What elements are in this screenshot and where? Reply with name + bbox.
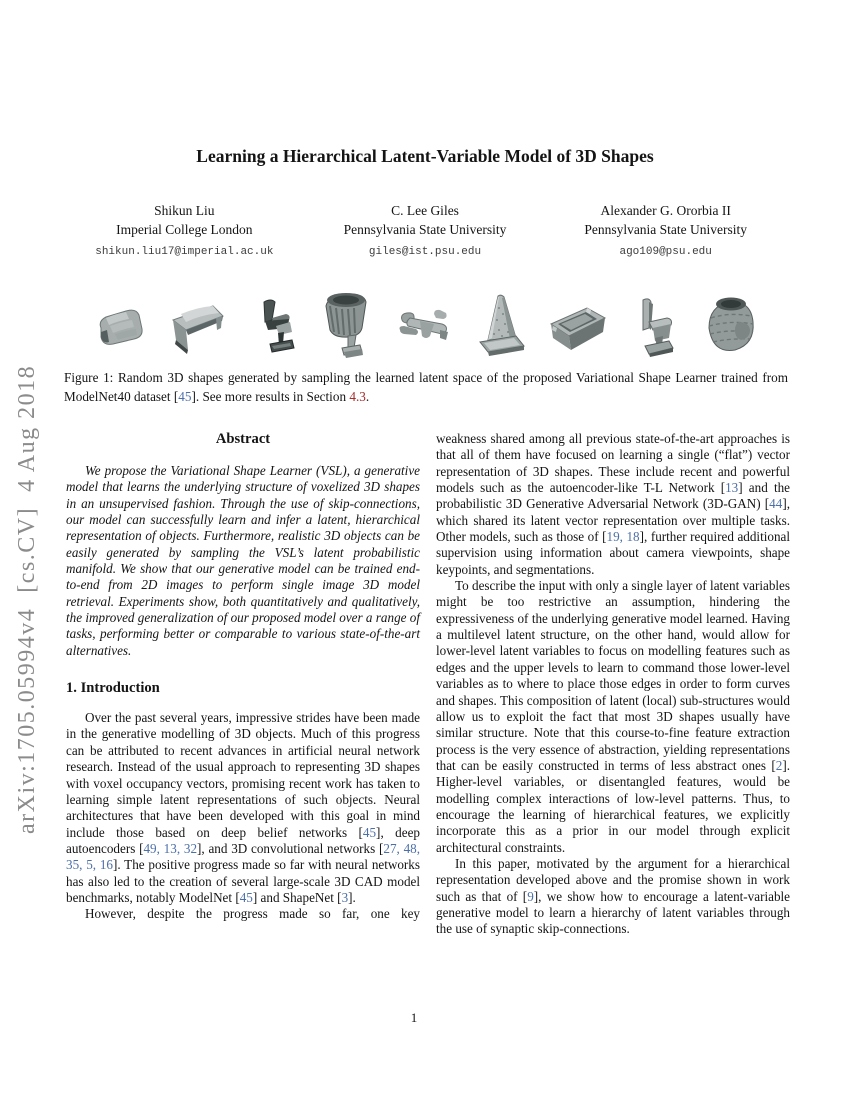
citation-link[interactable]: 13 — [725, 480, 739, 496]
left-column — [66, 431, 420, 923]
shape-thumbnail-table — [161, 288, 231, 364]
abstract-heading: Abstract — [215, 431, 271, 447]
chair-3d-render-icon — [619, 288, 689, 364]
author-name: Shikun Liu — [154, 203, 215, 218]
citation-link[interactable]: 45 — [178, 388, 192, 404]
citation-link[interactable]: 3 — [341, 889, 349, 905]
shape-thumbnail-airplane — [390, 288, 460, 364]
goblet-3d-render-icon — [314, 288, 384, 364]
paper-title: Learning a Hierarchical Latent-Variable Model of 3D Shapes — [196, 146, 654, 166]
page-number: 1 — [410, 1010, 418, 1025]
introduction-paragraph-2: However, despite the progress made so far, one key — [85, 906, 420, 922]
citation-link[interactable]: 19, 18 — [606, 529, 640, 545]
citation-link[interactable]: 2 — [775, 757, 783, 773]
shape-thumbnail-sofa — [85, 288, 155, 364]
introduction-heading: 1. Introduction — [66, 680, 160, 697]
shape-thumbnail-bathtub — [543, 288, 613, 364]
figure-1-caption: Figure 1: Random 3D shapes generated by sampling the learned latent space of the proposed Variational Shape Learner trained from ModelNet40 dataset [45]. See more results in Section 4.3. — [64, 370, 788, 404]
citation-link[interactable]: 9 — [527, 888, 534, 904]
right-column-paragraph-1: weakness shared among all previous state-of-the-art approaches is that all of them have focused on learning a single (“flat”) vector representation of 3D shapes. These include recent and powerful models such as the autoencoder-like T-L Network [13] and the probabilistic 3D Generative Adversarial Network (3D-GAN) [44], which shared its latent vector representation over multiple tasks. Other models, such as those of [19, 18], further required additional supervision using information about camera viewpoints, shape keypoints, and segmentations. — [436, 431, 790, 577]
shape-thumbnail-cone — [466, 288, 536, 364]
vase-3d-render-icon — [695, 288, 765, 364]
right-column-paragraph-2: To describe the input with only a single layer of latent variables might be too restrictive an assumption, hindering the expressiveness of the underlying generative model learned. Having a multilevel latent structure, on the other hand, would allow for lower-level latent variables to focus on modelling features such as edges and the upper levels to learn to command those lower-level variables as to where to place those edges in order to form curves and shapes. This composition of latent (local) sub-structures would allow us to exploit the fact that most 3D shapes usually have similar structure. Note that this course-to-fine feature extraction process is the very essence of abstraction, yielding representations that can be easily constructed in terms of less abstract ones [2]. Higher-level variables, or disentangled features, would be modelling complex interactions of low-level patterns. Thus, to encourage the learning of hierarchical features, we explicitly incorporate this as a prior in our model through explicit architectural constraints. — [436, 578, 790, 855]
table-3d-render-icon — [161, 288, 231, 364]
author-name: Alexander G. Ororbia II — [600, 203, 731, 218]
author-block — [64, 201, 786, 258]
author-email[interactable]: giles@ist.psu.edu — [368, 246, 482, 258]
citation-link[interactable]: 49, 13, 32 — [143, 840, 198, 856]
abstract-paragraph: We propose the Variational Shape Learner (VSL), a generative model that learns the underlying structure of voxelized 3D shapes in an unsupervised fashion. Through the use of skip-connections, our model can successfully learn and infer a latent, hierarchical representation of objects. Furthermore, realistic 3D objects can be easily generated by sampling the VSL’s latent probabilistic manifold. We show that our generative model can be trained end-to-end from 2D images to perform single image 3D model retrieval. Experiments show, both quantitatively and qualitatively, the improved generalization of our proposed model over a range of tasks, performing better or comparable to various state-of-the-art alternatives. — [66, 463, 420, 658]
citation-link[interactable]: 45 — [362, 824, 377, 840]
airplane-3d-render-icon — [390, 288, 460, 364]
cone-3d-render-icon — [466, 288, 536, 364]
author-email[interactable]: ago109@psu.edu — [619, 246, 712, 258]
citation-link[interactable]: 44 — [769, 496, 783, 512]
shape-thumbnail-vase — [695, 288, 765, 364]
author-name: C. Lee Giles — [391, 203, 459, 218]
author-2 — [305, 201, 546, 258]
shape-thumbnail-goblet — [314, 288, 384, 364]
author-email[interactable]: shikun.liu17@imperial.ac.uk — [95, 246, 274, 258]
author-affiliation: Pennsylvania State University — [584, 222, 748, 237]
author-affiliation: Pennsylvania State University — [343, 222, 507, 237]
shape-thumbnail-office-chair — [238, 288, 308, 364]
author-3 — [545, 201, 786, 258]
author-affiliation: Imperial College London — [116, 222, 253, 237]
right-column-paragraph-3: In this paper, motivated by the argument for a hierarchical representation developed above and the promise shown in work such as that of [9], we show how to encourage a latent-variable generative model to learn a hierarchy of latent variables through the use of synaptic skip-connections. — [436, 855, 790, 937]
sofa-3d-render-icon — [85, 288, 155, 364]
citation-link[interactable]: 45 — [239, 889, 253, 905]
figure-1-shape-row — [85, 288, 765, 364]
bathtub-3d-render-icon — [543, 288, 613, 364]
shape-thumbnail-chair — [619, 288, 689, 364]
citation-link[interactable]: 27, 48, 35, 5, 16 — [66, 840, 421, 873]
office-chair-3d-render-icon — [238, 288, 308, 364]
section-ref-link[interactable]: 4.3 — [349, 388, 366, 404]
author-1 — [64, 201, 305, 258]
arxiv-watermark: arXiv:1705.05994v4 [cs.CV] 4 Aug 2018 — [14, 364, 40, 834]
introduction-paragraph-1: Over the past several years, impressive strides have been made in the generative modelling of 3D objects. Much of this progress can be attributed to recent advances in artificial neural network research. Instead of the usual approach to representing 3D shapes with voxel occupancy vectors, promising recent work has taken to learning simple latent representations of such objects. Neural architectures that have been developed with this goal in mind include those based on deep belief networks [45], deep autoencoders [49, 13, 32], and 3D convolutional networks [27, 48, 35, 5, 16]. The positive progress made so far with neural networks has also led to the creation of several large-scale 3D CAD model benchmarks, notably ModelNet [45] and ShapeNet [3]. — [66, 710, 421, 905]
right-column — [436, 431, 790, 938]
